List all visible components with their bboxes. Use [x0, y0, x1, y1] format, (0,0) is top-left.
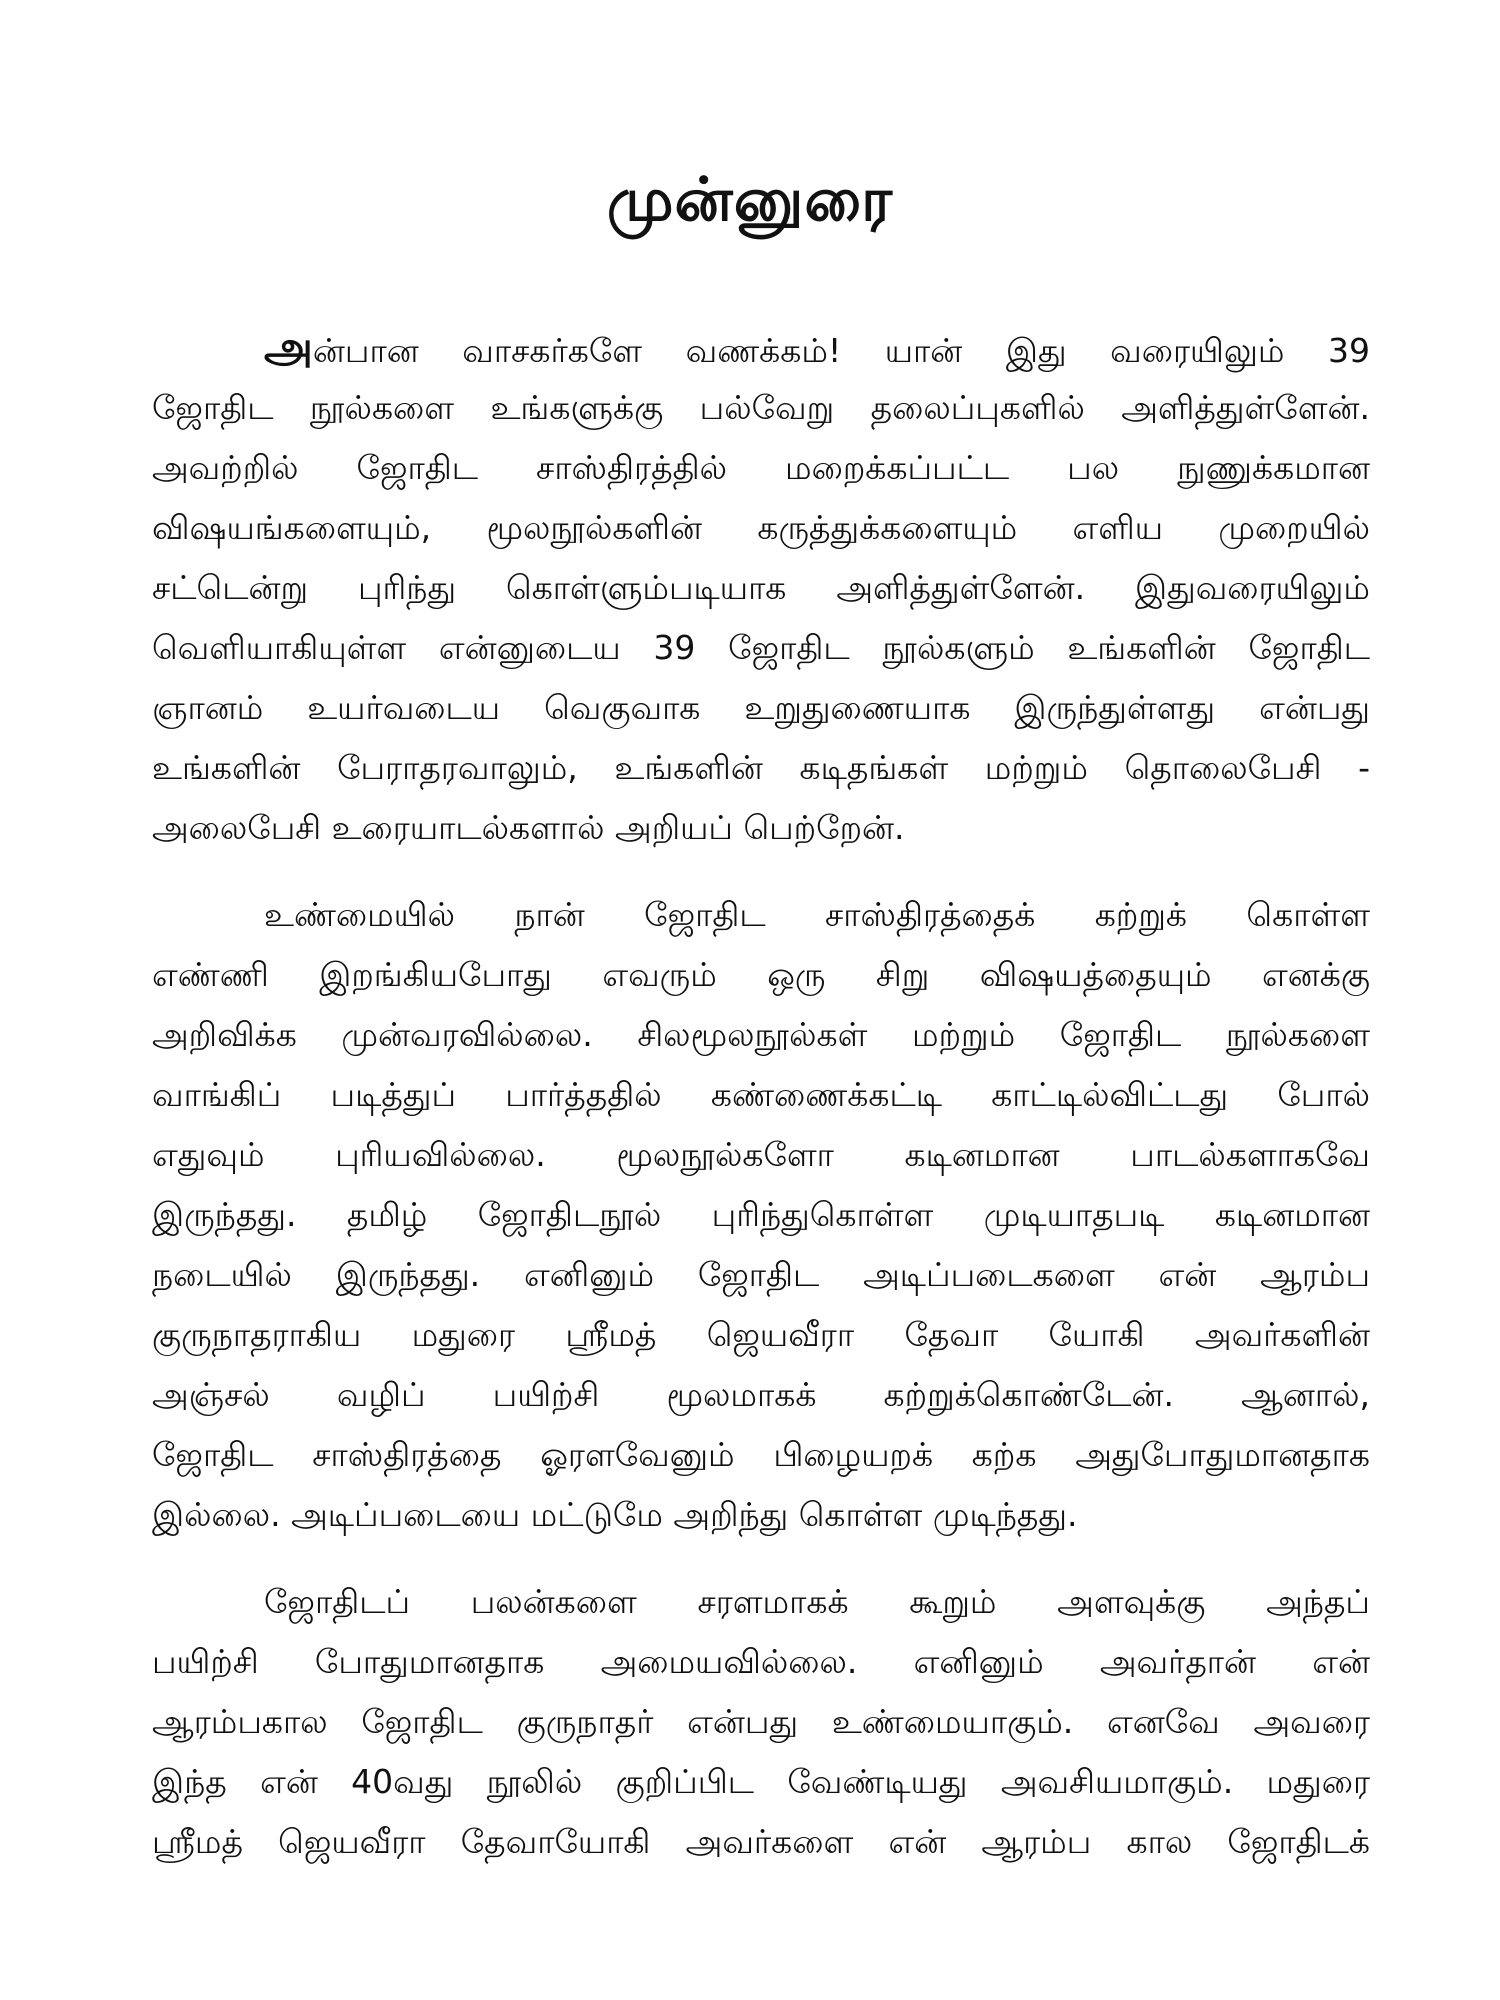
paragraph-line: இல்லை. அடிப்படையை மட்டுமே அறிந்து கொள்ள முடிந்தது. — [152, 1495, 1078, 1534]
paragraph-line: இந்த என் 40வது நூலில் குறிப்பிட வேண்டியது அவசியமாகும். மதுரை — [152, 1762, 1370, 1801]
paragraph-line: ஜோதிட நூல்களை உங்களுக்கு பல்வேறு தலைப்புகளில் அளித்துள்ளேன். — [152, 388, 1370, 427]
preface-body — [152, 318, 1370, 1872]
paragraph-line: உங்களின் பேராதரவாலும், உங்களின் கடிதங்கள் மற்றும் தொலைபேசி - — [152, 748, 1370, 787]
paragraph-line: எண்ணி இறங்கியபோது எவரும் ஒரு சிறு விஷயத்தையும் எனக்கு — [152, 955, 1370, 994]
paragraph-3 — [152, 1572, 1370, 1872]
paragraph-line: அஞ்சல் வழிப் பயிற்சி மூலமாகக் கற்றுக்கொண்டேன். ஆனால், — [152, 1375, 1370, 1414]
paragraph-line: எதுவும் புரியவில்லை. மூலநூல்களோ கடினமான பாடல்களாகவே — [152, 1135, 1370, 1174]
paragraph-line: ஸ்ரீமத் ஜெயவீரா தேவாயோகி அவர்களை என் ஆரம்ப கால ஜோதிடக் — [152, 1822, 1370, 1861]
paragraph-line: ஞானம் உயர்வடைய வெகுவாக உறுதுணையாக இருந்துள்ளது என்பது — [152, 688, 1370, 727]
paragraph-line: ஜோதிடப் பலன்களை சரளமாகக் கூறும் அளவுக்கு அந்தப் — [264, 1582, 1370, 1621]
paragraph-line: குருநாதராகிய மதுரை ஸ்ரீமத் ஜெயவீரா தேவா யோகி அவர்களின் — [152, 1315, 1370, 1354]
paragraph-line: அலைபேசி உரையாடல்களால் அறியப் பெற்றேன். — [152, 808, 905, 847]
paragraph-line: விஷயங்களையும், மூலநூல்களின் கருத்துக்களையும் எளிய முறையில் — [152, 508, 1370, 547]
paragraph-1 — [152, 318, 1370, 858]
paragraph-line: அவற்றில் ஜோதிட சாஸ்திரத்தில் மறைக்கப்பட்ட பல நுணுக்கமான — [152, 448, 1370, 487]
paragraph-line: சட்டென்று புரிந்து கொள்ளும்படியாக அளித்துள்ளேன். இதுவரையிலும் — [152, 568, 1370, 607]
paragraph-line: அறிவிக்க முன்வரவில்லை. சிலமூலநூல்கள் மற்றும் ஜோதிட நூல்களை — [152, 1015, 1370, 1054]
first-line-text: ன்பான வாசகர்களே வணக்கம்! யான் இது வரையிலும் 39 — [312, 331, 1370, 370]
paragraph-line: வெளியாகியுள்ள என்னுடைய 39 ஜோதிட நூல்களும் உங்களின் ஜோதிட — [152, 628, 1370, 667]
paragraph-line: வாங்கிப் படித்துப் பார்த்ததில் கண்ணைக்கட்டி காட்டில்விட்டது போல் — [152, 1075, 1370, 1114]
paragraph-line: ஜோதிட சாஸ்திரத்தை ஓரளவேனும் பிழையறக் கற்க அதுபோதுமானதாக — [152, 1435, 1370, 1474]
paragraph-line: இருந்தது. தமிழ் ஜோதிடநூல் புரிந்துகொள்ள முடியாதபடி கடினமான — [152, 1195, 1370, 1234]
paragraph-line: பயிற்சி போதுமானதாக அமையவில்லை. எனினும் அவர்தான் என் — [152, 1642, 1370, 1681]
paragraph-line — [152, 318, 1370, 378]
paragraph-line: ஆரம்பகால ஜோதிட குருநாதர் என்பது உண்மையாகும். எனவே அவரை — [152, 1702, 1370, 1741]
paragraph-line: உண்மையில் நான் ஜோதிட சாஸ்திரத்தைக் கற்றுக் கொள்ள — [264, 895, 1370, 934]
page-title: முன்னுரை — [606, 165, 894, 235]
paragraph-2 — [152, 885, 1370, 1545]
drop-cap: அ — [264, 322, 313, 373]
paragraph-line: நடையில் இருந்தது. எனினும் ஜோதிட அடிப்படைகளை என் ஆரம்ப — [152, 1255, 1370, 1294]
